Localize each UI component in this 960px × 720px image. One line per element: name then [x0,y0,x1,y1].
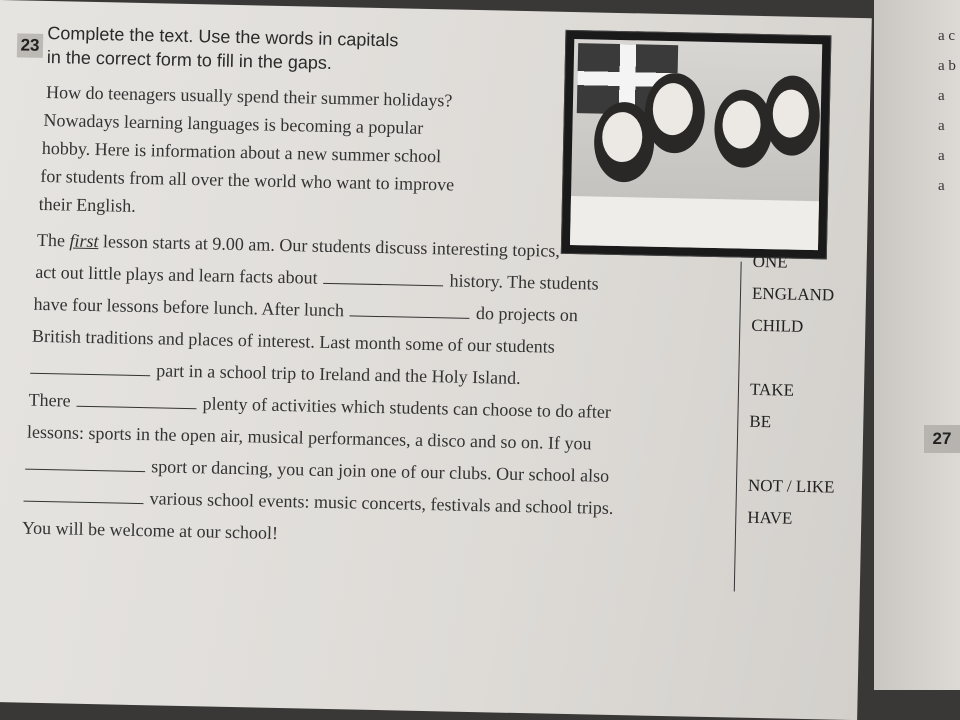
intro-line: Nowadays learning languages is becoming a popular [43,109,424,138]
text-fragment: have four lessons before lunch. After lunch [33,293,345,321]
text-fragment: There [28,389,71,411]
answer-gap[interactable] [76,392,196,410]
keyword: CHILD [751,315,804,336]
desk [570,196,819,250]
text-fragment: The [36,229,66,251]
intro-line: How do teenagers usually spend their summer holidays? [45,81,453,111]
intro-line: for students from all over the world who want to improve [40,165,455,195]
exercise-instruction [47,21,468,78]
keyword: HAVE [747,507,793,528]
text-line [35,261,599,295]
text-line [28,389,611,423]
text-line [37,229,560,262]
right-page-text: a [938,88,945,104]
right-page-text: a [938,118,945,134]
exercise-number: 23 [17,33,43,58]
keyword: ENGLAND [751,283,835,305]
students-photo [561,30,832,260]
text-line: British traditions and places of interest. Last month some of our students [31,325,555,357]
text-fragment: history. The students [449,270,599,294]
text-fragment: plenty of activities which students can choose to do after [202,393,612,422]
keyword: ONE [752,251,788,272]
right-page-text: a c [938,28,956,44]
right-page-text: a [938,178,945,194]
instruction-line: in the correct form to fill in the gaps. [46,46,333,73]
column-divider [734,262,742,592]
answer-gap[interactable] [350,301,470,319]
keyword: BE [749,411,772,432]
intro-line: their English. [38,193,136,216]
keyword: TAKE [749,379,795,400]
example-answer: first [69,230,99,252]
text-fragment: lesson starts at 9.00 am. Our students discuss interesting topics, [102,231,561,261]
text-line: You will be welcome at our school! [21,517,279,543]
text-line [33,293,578,326]
text-line [30,357,521,389]
text-line [23,485,613,519]
right-page-text: a [938,148,945,164]
page-badge: 27 [924,425,960,453]
intro-line: hobby. Here is information about a new summer school [41,137,442,167]
text-fragment: do projects on [475,303,579,326]
answer-gap[interactable] [30,359,150,377]
text-fragment: various school events: music concerts, festivals and school trips. [149,488,614,518]
text-fragment: part in a school trip to Ireland and the Holy Island. [156,360,521,388]
text-line: lessons: sports in the open air, musical performances, a disco and so on. If you [26,421,592,454]
right-page-text: a b [938,58,956,74]
text-fragment: sport or dancing, you can join one of our clubs. Our school also [151,456,610,486]
keyword: NOT / LIKE [747,475,835,497]
text-line [25,453,609,487]
answer-gap[interactable] [25,455,145,473]
text-fragment: act out little plays and learn facts about [35,261,318,288]
instruction-line: Complete the text. Use the words in capitals [47,23,399,51]
answer-gap[interactable] [24,487,144,505]
answer-gap[interactable] [324,269,444,287]
